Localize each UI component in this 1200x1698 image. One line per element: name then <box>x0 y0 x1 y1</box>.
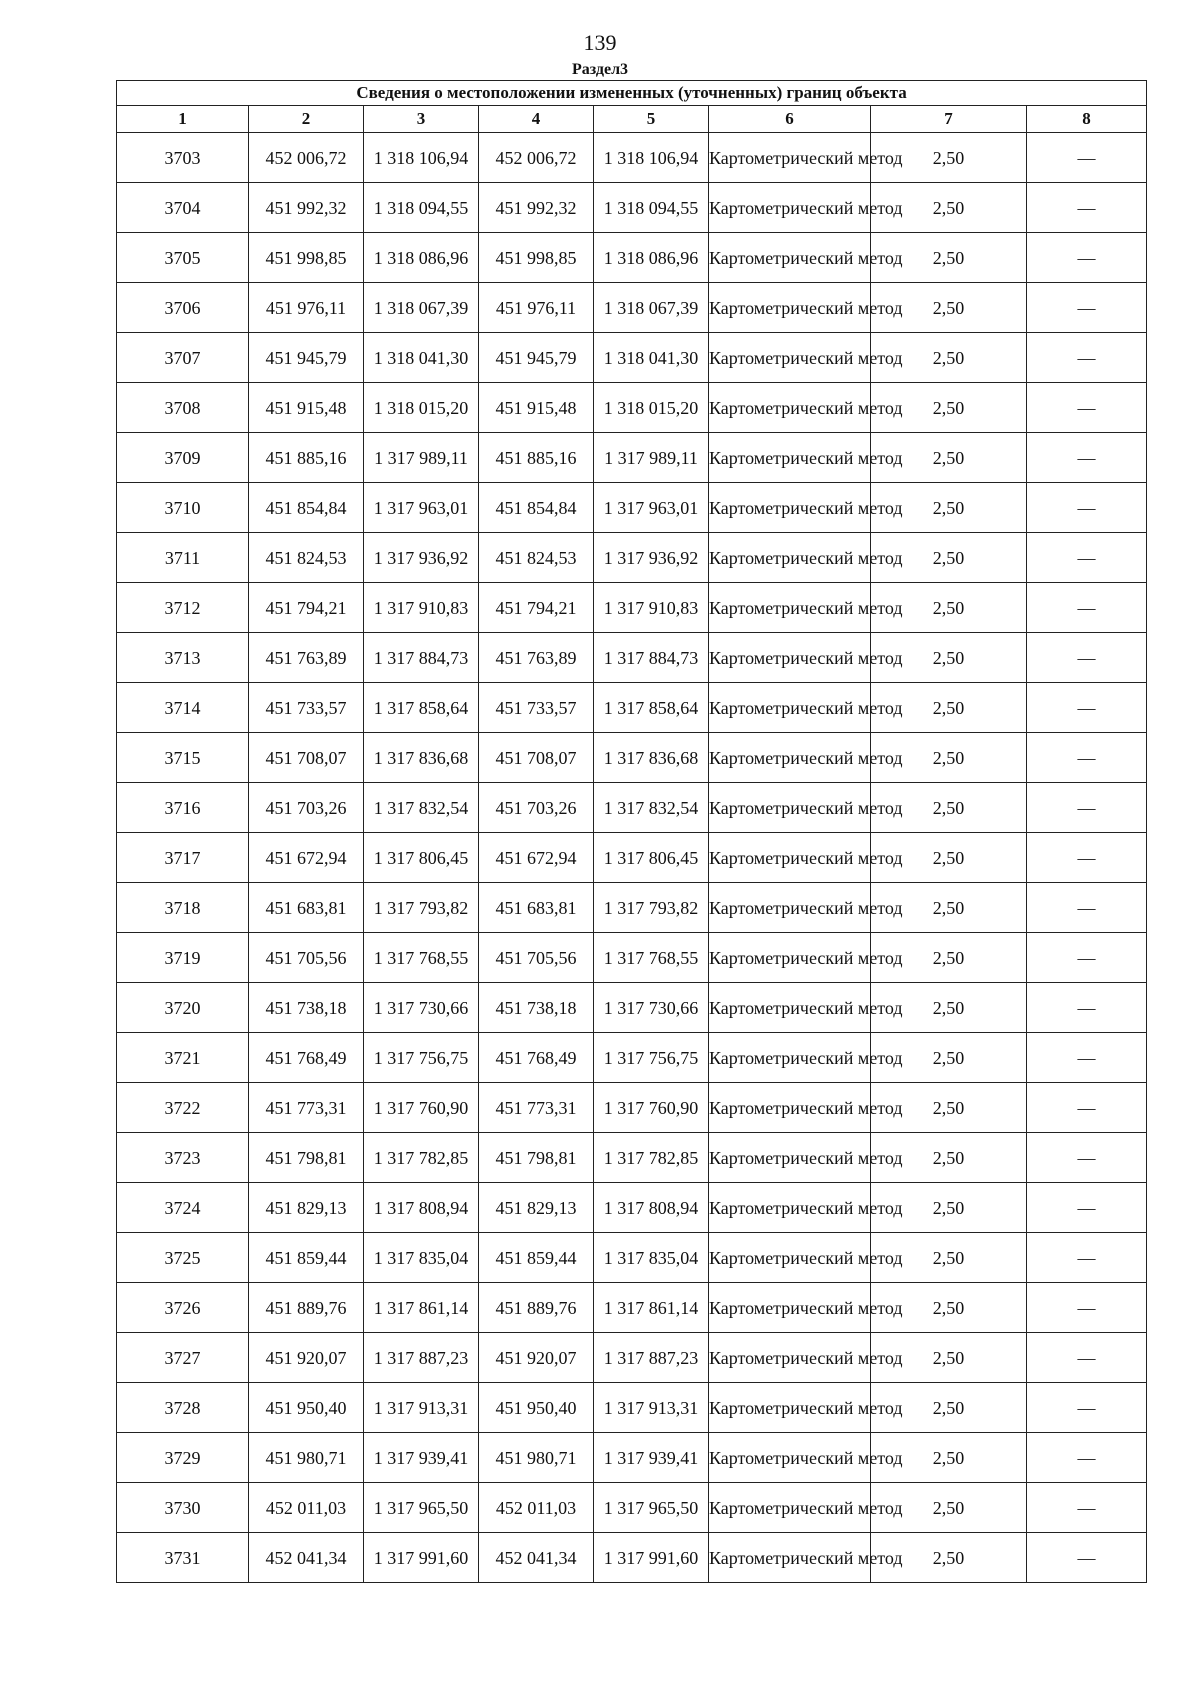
note-cell: — <box>1027 683 1147 733</box>
y-refined-cell: 1 317 760,90 <box>594 1083 709 1133</box>
x-existing-cell: 451 733,57 <box>249 683 364 733</box>
point-number-cell: 3708 <box>117 383 249 433</box>
point-number-cell: 3721 <box>117 1033 249 1083</box>
x-existing-cell: 451 738,18 <box>249 983 364 1033</box>
x-existing-cell: 451 992,32 <box>249 183 364 233</box>
table-row <box>117 333 1147 383</box>
table-row <box>117 683 1147 733</box>
y-refined-cell: 1 318 041,30 <box>594 333 709 383</box>
section-label: Раздел3 <box>571 61 629 78</box>
y-refined-cell: 1 317 991,60 <box>594 1533 709 1583</box>
column-number: 4 <box>479 106 594 133</box>
x-existing-cell: 451 980,71 <box>249 1433 364 1483</box>
x-existing-cell: 451 998,85 <box>249 233 364 283</box>
table-row <box>117 1283 1147 1333</box>
y-existing-cell: 1 318 067,39 <box>364 283 479 333</box>
x-refined-cell: 452 006,72 <box>479 133 594 183</box>
method-cell: Картометрический метод <box>709 1133 871 1183</box>
y-refined-cell: 1 317 963,01 <box>594 483 709 533</box>
table-row <box>117 383 1147 433</box>
y-existing-cell: 1 317 989,11 <box>364 433 479 483</box>
method-cell: Картометрический метод <box>709 1533 871 1583</box>
column-number: 6 <box>709 106 871 133</box>
point-number-cell: 3711 <box>117 533 249 583</box>
x-existing-cell: 451 920,07 <box>249 1333 364 1383</box>
point-number-cell: 3723 <box>117 1133 249 1183</box>
x-refined-cell: 451 998,85 <box>479 233 594 283</box>
x-refined-cell: 451 859,44 <box>479 1233 594 1283</box>
y-existing-cell: 1 317 887,23 <box>364 1333 479 1383</box>
x-existing-cell: 451 798,81 <box>249 1133 364 1183</box>
x-existing-cell: 451 824,53 <box>249 533 364 583</box>
method-cell: Картометрический метод <box>709 1083 871 1133</box>
method-cell: Картометрический метод <box>709 733 871 783</box>
point-number-cell: 3724 <box>117 1183 249 1233</box>
accuracy-cell: 2,50 <box>871 1133 1027 1183</box>
y-existing-cell: 1 318 015,20 <box>364 383 479 433</box>
accuracy-cell: 2,50 <box>871 633 1027 683</box>
x-refined-cell: 451 683,81 <box>479 883 594 933</box>
note-cell: — <box>1027 833 1147 883</box>
table-row <box>117 1433 1147 1483</box>
table-row <box>117 1083 1147 1133</box>
accuracy-cell: 2,50 <box>871 1033 1027 1083</box>
table-row <box>117 633 1147 683</box>
method-cell: Картометрический метод <box>709 1383 871 1433</box>
note-cell: — <box>1027 1333 1147 1383</box>
note-cell: — <box>1027 883 1147 933</box>
point-number-cell: 3719 <box>117 933 249 983</box>
y-refined-cell: 1 317 782,85 <box>594 1133 709 1183</box>
x-refined-cell: 451 824,53 <box>479 533 594 583</box>
x-refined-cell: 451 763,89 <box>479 633 594 683</box>
y-refined-cell: 1 318 106,94 <box>594 133 709 183</box>
note-cell: — <box>1027 1033 1147 1083</box>
x-existing-cell: 452 011,03 <box>249 1483 364 1533</box>
method-cell: Картометрический метод <box>709 883 871 933</box>
x-existing-cell: 451 768,49 <box>249 1033 364 1083</box>
method-cell: Картометрический метод <box>709 233 871 283</box>
note-cell: — <box>1027 583 1147 633</box>
note-cell: — <box>1027 533 1147 583</box>
x-refined-cell: 451 829,13 <box>479 1183 594 1233</box>
accuracy-cell: 2,50 <box>871 933 1027 983</box>
accuracy-cell: 2,50 <box>871 833 1027 883</box>
y-existing-cell: 1 317 756,75 <box>364 1033 479 1083</box>
accuracy-cell: 2,50 <box>871 1083 1027 1133</box>
y-existing-cell: 1 317 963,01 <box>364 483 479 533</box>
x-existing-cell: 451 763,89 <box>249 633 364 683</box>
table-row <box>117 783 1147 833</box>
x-refined-cell: 451 705,56 <box>479 933 594 983</box>
x-existing-cell: 451 672,94 <box>249 833 364 883</box>
table-row <box>117 833 1147 883</box>
point-number-cell: 3709 <box>117 433 249 483</box>
method-cell: Картометрический метод <box>709 383 871 433</box>
x-existing-cell: 451 950,40 <box>249 1383 364 1433</box>
x-existing-cell: 451 889,76 <box>249 1283 364 1333</box>
y-existing-cell: 1 317 832,54 <box>364 783 479 833</box>
point-number-cell: 3729 <box>117 1433 249 1483</box>
accuracy-cell: 2,50 <box>871 333 1027 383</box>
note-cell: — <box>1027 633 1147 683</box>
table-row <box>117 733 1147 783</box>
accuracy-cell: 2,50 <box>871 1333 1027 1383</box>
x-existing-cell: 451 794,21 <box>249 583 364 633</box>
x-refined-cell: 451 992,32 <box>479 183 594 233</box>
column-number: 1 <box>117 106 249 133</box>
note-cell: — <box>1027 983 1147 1033</box>
table-row <box>117 933 1147 983</box>
y-refined-cell: 1 317 836,68 <box>594 733 709 783</box>
table-row <box>117 1133 1147 1183</box>
y-existing-cell: 1 318 086,96 <box>364 233 479 283</box>
method-cell: Картометрический метод <box>709 183 871 233</box>
x-existing-cell: 451 945,79 <box>249 333 364 383</box>
accuracy-cell: 2,50 <box>871 533 1027 583</box>
y-refined-cell: 1 317 939,41 <box>594 1433 709 1483</box>
accuracy-cell: 2,50 <box>871 1533 1027 1583</box>
note-cell: — <box>1027 433 1147 483</box>
y-existing-cell: 1 317 782,85 <box>364 1133 479 1183</box>
note-cell: — <box>1027 1483 1147 1533</box>
x-existing-cell: 451 854,84 <box>249 483 364 533</box>
x-refined-cell: 451 794,21 <box>479 583 594 633</box>
method-cell: Картометрический метод <box>709 133 871 183</box>
table-row <box>117 1533 1147 1583</box>
method-cell: Картометрический метод <box>709 1483 871 1533</box>
y-refined-cell: 1 318 094,55 <box>594 183 709 233</box>
table-row <box>117 1233 1147 1283</box>
method-cell: Картометрический метод <box>709 1433 871 1483</box>
x-refined-cell: 451 768,49 <box>479 1033 594 1083</box>
accuracy-cell: 2,50 <box>871 683 1027 733</box>
point-number-cell: 3705 <box>117 233 249 283</box>
y-refined-cell: 1 317 887,23 <box>594 1333 709 1383</box>
point-number-cell: 3722 <box>117 1083 249 1133</box>
method-cell: Картометрический метод <box>709 833 871 883</box>
y-existing-cell: 1 317 793,82 <box>364 883 479 933</box>
y-existing-cell: 1 317 991,60 <box>364 1533 479 1583</box>
point-number-cell: 3712 <box>117 583 249 633</box>
x-refined-cell: 451 976,11 <box>479 283 594 333</box>
note-cell: — <box>1027 1533 1147 1583</box>
x-refined-cell: 451 885,16 <box>479 433 594 483</box>
y-existing-cell: 1 317 858,64 <box>364 683 479 733</box>
note-cell: — <box>1027 1283 1147 1333</box>
table-body <box>117 133 1147 1583</box>
method-cell: Картометрический метод <box>709 333 871 383</box>
y-existing-cell: 1 317 965,50 <box>364 1483 479 1533</box>
note-cell: — <box>1027 133 1147 183</box>
accuracy-cell: 2,50 <box>871 883 1027 933</box>
accuracy-cell: 2,50 <box>871 1433 1027 1483</box>
accuracy-cell: 2,50 <box>871 433 1027 483</box>
note-cell: — <box>1027 283 1147 333</box>
table-title-row <box>117 81 1147 106</box>
table-row <box>117 433 1147 483</box>
accuracy-cell: 2,50 <box>871 283 1027 333</box>
y-existing-cell: 1 317 806,45 <box>364 833 479 883</box>
accuracy-cell: 2,50 <box>871 583 1027 633</box>
x-refined-cell: 451 889,76 <box>479 1283 594 1333</box>
accuracy-cell: 2,50 <box>871 133 1027 183</box>
method-cell: Картометрический метод <box>709 783 871 833</box>
method-cell: Картометрический метод <box>709 483 871 533</box>
x-refined-cell: 452 011,03 <box>479 1483 594 1533</box>
y-refined-cell: 1 317 756,75 <box>594 1033 709 1083</box>
x-refined-cell: 451 980,71 <box>479 1433 594 1483</box>
column-number: 5 <box>594 106 709 133</box>
x-refined-cell: 451 945,79 <box>479 333 594 383</box>
x-existing-cell: 451 708,07 <box>249 733 364 783</box>
x-refined-cell: 451 798,81 <box>479 1133 594 1183</box>
y-refined-cell: 1 318 067,39 <box>594 283 709 333</box>
accuracy-cell: 2,50 <box>871 233 1027 283</box>
y-refined-cell: 1 317 768,55 <box>594 933 709 983</box>
accuracy-cell: 2,50 <box>871 483 1027 533</box>
x-existing-cell: 451 885,16 <box>249 433 364 483</box>
column-number: 2 <box>249 106 364 133</box>
method-cell: Картометрический метод <box>709 683 871 733</box>
point-number-cell: 3726 <box>117 1283 249 1333</box>
table-row <box>117 1483 1147 1533</box>
point-number-cell: 3710 <box>117 483 249 533</box>
table-title: Сведения о местоположении измененных (уточненных) границ объекта <box>117 81 1147 106</box>
note-cell: — <box>1027 1433 1147 1483</box>
table-row <box>117 583 1147 633</box>
y-existing-cell: 1 318 041,30 <box>364 333 479 383</box>
accuracy-cell: 2,50 <box>871 1483 1027 1533</box>
point-number-cell: 3718 <box>117 883 249 933</box>
method-cell: Картометрический метод <box>709 533 871 583</box>
note-cell: — <box>1027 1383 1147 1433</box>
note-cell: — <box>1027 483 1147 533</box>
x-refined-cell: 451 920,07 <box>479 1333 594 1383</box>
x-existing-cell: 452 041,34 <box>249 1533 364 1583</box>
x-refined-cell: 451 773,31 <box>479 1083 594 1133</box>
accuracy-cell: 2,50 <box>871 1383 1027 1433</box>
point-number-cell: 3725 <box>117 1233 249 1283</box>
accuracy-cell: 2,50 <box>871 983 1027 1033</box>
point-number-cell: 3727 <box>117 1333 249 1383</box>
table-row <box>117 133 1147 183</box>
y-refined-cell: 1 317 832,54 <box>594 783 709 833</box>
x-refined-cell: 451 738,18 <box>479 983 594 1033</box>
x-refined-cell: 452 041,34 <box>479 1533 594 1583</box>
y-refined-cell: 1 317 808,94 <box>594 1183 709 1233</box>
point-number-cell: 3714 <box>117 683 249 733</box>
y-refined-cell: 1 317 910,83 <box>594 583 709 633</box>
y-existing-cell: 1 318 106,94 <box>364 133 479 183</box>
table-row <box>117 1333 1147 1383</box>
method-cell: Картометрический метод <box>709 1033 871 1083</box>
accuracy-cell: 2,50 <box>871 383 1027 433</box>
accuracy-cell: 2,50 <box>871 1233 1027 1283</box>
method-cell: Картометрический метод <box>709 583 871 633</box>
y-refined-cell: 1 317 936,92 <box>594 533 709 583</box>
point-number-cell: 3730 <box>117 1483 249 1533</box>
point-number-cell: 3703 <box>117 133 249 183</box>
y-existing-cell: 1 317 861,14 <box>364 1283 479 1333</box>
y-refined-cell: 1 317 858,64 <box>594 683 709 733</box>
x-refined-cell: 451 950,40 <box>479 1383 594 1433</box>
method-cell: Картометрический метод <box>709 983 871 1033</box>
method-cell: Картометрический метод <box>709 1283 871 1333</box>
point-number-cell: 3720 <box>117 983 249 1033</box>
note-cell: — <box>1027 783 1147 833</box>
note-cell: — <box>1027 1083 1147 1133</box>
y-existing-cell: 1 317 913,31 <box>364 1383 479 1433</box>
point-number-cell: 3713 <box>117 633 249 683</box>
boundary-table <box>116 80 1147 1583</box>
accuracy-cell: 2,50 <box>871 183 1027 233</box>
x-refined-cell: 451 733,57 <box>479 683 594 733</box>
y-refined-cell: 1 317 835,04 <box>594 1233 709 1283</box>
y-existing-cell: 1 317 768,55 <box>364 933 479 983</box>
table-row <box>117 533 1147 583</box>
note-cell: — <box>1027 1233 1147 1283</box>
note-cell: — <box>1027 1133 1147 1183</box>
y-refined-cell: 1 318 086,96 <box>594 233 709 283</box>
point-number-cell: 3717 <box>117 833 249 883</box>
table-row <box>117 883 1147 933</box>
y-existing-cell: 1 317 936,92 <box>364 533 479 583</box>
point-number-cell: 3706 <box>117 283 249 333</box>
x-refined-cell: 451 672,94 <box>479 833 594 883</box>
table-row <box>117 283 1147 333</box>
y-existing-cell: 1 317 910,83 <box>364 583 479 633</box>
y-refined-cell: 1 317 793,82 <box>594 883 709 933</box>
point-number-cell: 3704 <box>117 183 249 233</box>
method-cell: Картометрический метод <box>709 433 871 483</box>
column-number: 3 <box>364 106 479 133</box>
y-refined-cell: 1 317 806,45 <box>594 833 709 883</box>
accuracy-cell: 2,50 <box>871 1183 1027 1233</box>
y-refined-cell: 1 317 861,14 <box>594 1283 709 1333</box>
y-existing-cell: 1 317 808,94 <box>364 1183 479 1233</box>
y-refined-cell: 1 317 913,31 <box>594 1383 709 1433</box>
point-number-cell: 3731 <box>117 1533 249 1583</box>
note-cell: — <box>1027 733 1147 783</box>
x-existing-cell: 451 915,48 <box>249 383 364 433</box>
page-number: 139 <box>583 30 617 55</box>
table-row <box>117 483 1147 533</box>
y-existing-cell: 1 317 730,66 <box>364 983 479 1033</box>
x-existing-cell: 451 976,11 <box>249 283 364 333</box>
table-row <box>117 1383 1147 1433</box>
y-existing-cell: 1 317 760,90 <box>364 1083 479 1133</box>
x-refined-cell: 451 708,07 <box>479 733 594 783</box>
y-refined-cell: 1 317 989,11 <box>594 433 709 483</box>
y-existing-cell: 1 317 835,04 <box>364 1233 479 1283</box>
x-refined-cell: 451 854,84 <box>479 483 594 533</box>
note-cell: — <box>1027 1183 1147 1233</box>
point-number-cell: 3707 <box>117 333 249 383</box>
y-existing-cell: 1 317 836,68 <box>364 733 479 783</box>
x-refined-cell: 451 915,48 <box>479 383 594 433</box>
method-cell: Картометрический метод <box>709 283 871 333</box>
y-refined-cell: 1 318 015,20 <box>594 383 709 433</box>
y-existing-cell: 1 317 939,41 <box>364 1433 479 1483</box>
note-cell: — <box>1027 933 1147 983</box>
table-row <box>117 1033 1147 1083</box>
point-number-cell: 3715 <box>117 733 249 783</box>
y-refined-cell: 1 317 730,66 <box>594 983 709 1033</box>
column-number-row <box>117 106 1147 133</box>
x-existing-cell: 452 006,72 <box>249 133 364 183</box>
x-existing-cell: 451 773,31 <box>249 1083 364 1133</box>
x-existing-cell: 451 705,56 <box>249 933 364 983</box>
x-existing-cell: 451 703,26 <box>249 783 364 833</box>
table-row <box>117 1183 1147 1233</box>
y-refined-cell: 1 317 965,50 <box>594 1483 709 1533</box>
x-refined-cell: 451 703,26 <box>479 783 594 833</box>
method-cell: Картометрический метод <box>709 1333 871 1383</box>
accuracy-cell: 2,50 <box>871 1283 1027 1333</box>
x-existing-cell: 451 859,44 <box>249 1233 364 1283</box>
point-number-cell: 3728 <box>117 1383 249 1433</box>
point-number-cell: 3716 <box>117 783 249 833</box>
method-cell: Картометрический метод <box>709 933 871 983</box>
column-number: 8 <box>1027 106 1147 133</box>
table-row <box>117 233 1147 283</box>
y-existing-cell: 1 318 094,55 <box>364 183 479 233</box>
note-cell: — <box>1027 183 1147 233</box>
x-existing-cell: 451 683,81 <box>249 883 364 933</box>
y-existing-cell: 1 317 884,73 <box>364 633 479 683</box>
y-refined-cell: 1 317 884,73 <box>594 633 709 683</box>
method-cell: Картометрический метод <box>709 633 871 683</box>
table-row <box>117 983 1147 1033</box>
note-cell: — <box>1027 383 1147 433</box>
note-cell: — <box>1027 233 1147 283</box>
x-existing-cell: 451 829,13 <box>249 1183 364 1233</box>
note-cell: — <box>1027 333 1147 383</box>
method-cell: Картометрический метод <box>709 1233 871 1283</box>
accuracy-cell: 2,50 <box>871 733 1027 783</box>
accuracy-cell: 2,50 <box>871 783 1027 833</box>
column-number: 7 <box>871 106 1027 133</box>
method-cell: Картометрический метод <box>709 1183 871 1233</box>
table-row <box>117 183 1147 233</box>
